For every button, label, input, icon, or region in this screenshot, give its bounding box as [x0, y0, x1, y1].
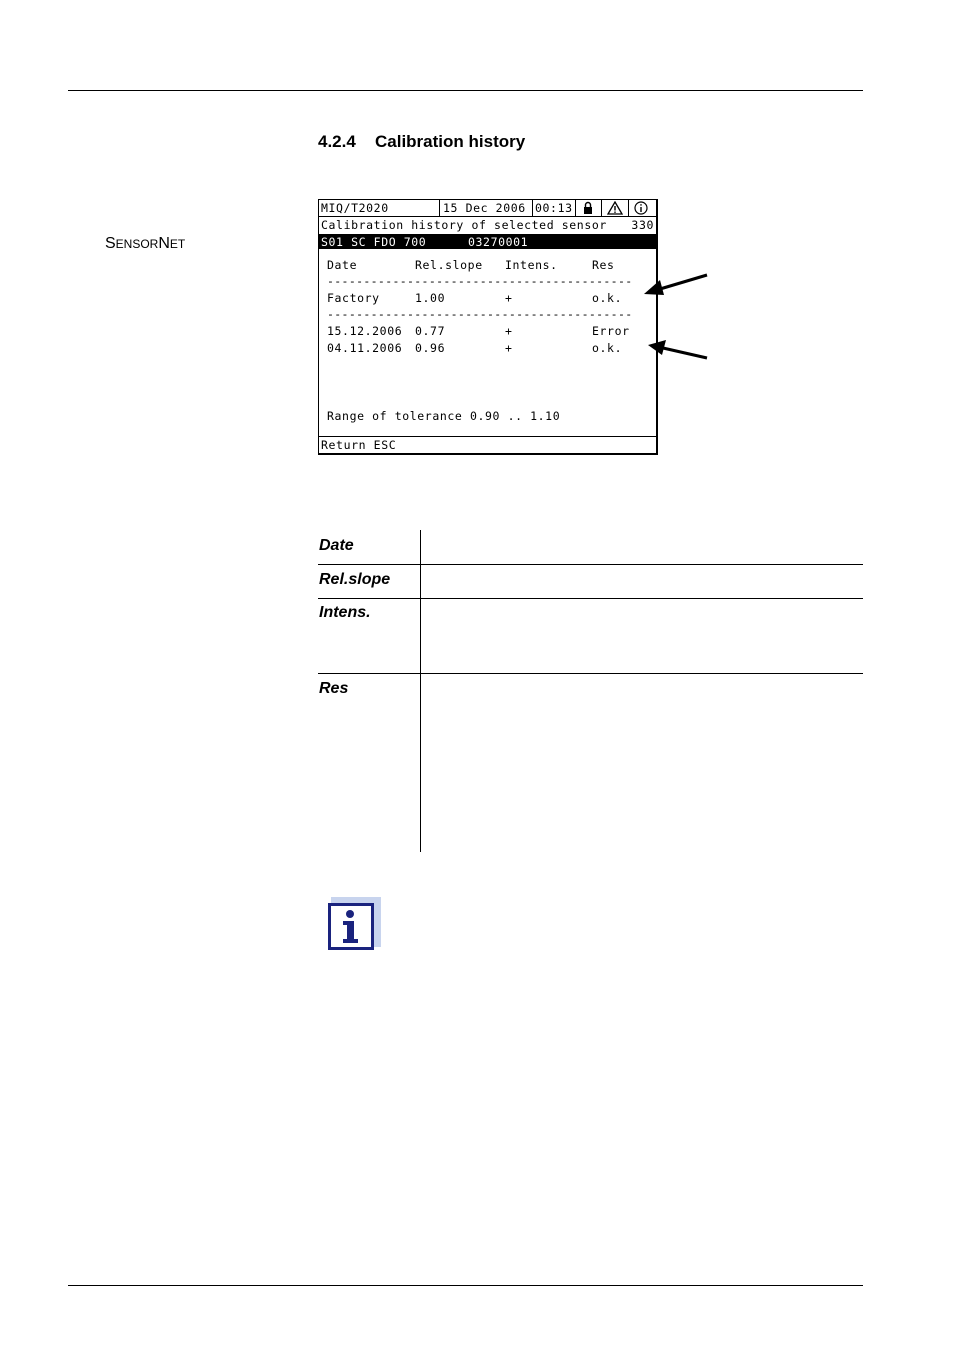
term-rel-slope: Rel.slope — [319, 571, 391, 588]
status-time: 00:13 — [535, 201, 573, 215]
col-header-res: Res — [592, 258, 615, 272]
sensor-bar — [319, 234, 656, 249]
lcd-title-text: Calibration history of selected sensor — [321, 218, 607, 232]
sensor-serial: 03270001 — [468, 235, 529, 249]
row1-intens: + — [505, 324, 513, 338]
term-date: Date — [319, 537, 354, 554]
return-esc-hint: Return ESC — [321, 438, 397, 452]
row1-res: Error — [592, 324, 630, 338]
term-intens: Intens. — [319, 604, 371, 621]
factory-rel-slope: 1.00 — [415, 291, 446, 305]
lcd-title — [321, 218, 654, 232]
footer-divider — [319, 436, 656, 437]
tolerance-range: Range of tolerance 0.90 .. 1.10 — [327, 409, 561, 423]
sensor-name: S01 SC FDO 700 — [321, 235, 427, 249]
col-header-intens: Intens. — [505, 258, 558, 272]
status-date: 15 Dec 2006 — [443, 201, 526, 215]
top-rule — [68, 90, 863, 91]
table-vertical-rule — [420, 530, 421, 852]
table-row-divider — [318, 598, 863, 599]
col-header-rel-slope: Rel.slope — [415, 258, 483, 272]
margin-label-sensornet: SENSORNET — [105, 235, 186, 252]
row1-rel-slope: 0.77 — [415, 324, 446, 338]
row2-rel-slope: 0.96 — [415, 341, 446, 355]
bottom-rule — [68, 1285, 863, 1286]
table-row-divider — [318, 673, 863, 674]
lcd-status-bar — [319, 200, 656, 217]
factory-res: o.k. — [592, 291, 623, 305]
row1-date: 15.12.2006 — [327, 324, 403, 338]
lcd-screen — [318, 199, 658, 455]
separator-line: ------------------------------------------ — [327, 307, 633, 321]
col-header-date: Date — [327, 258, 358, 272]
section-number: 4.2.4 — [318, 132, 356, 151]
info-icon — [634, 201, 648, 215]
arrow-icon — [645, 338, 710, 364]
table-row-divider — [318, 564, 863, 565]
arrow-icon — [640, 270, 710, 300]
info-box-icon — [328, 897, 381, 951]
warning-icon — [607, 201, 623, 215]
definitions-table — [318, 530, 863, 852]
section-heading — [318, 132, 525, 152]
factory-intens: + — [505, 291, 513, 305]
device-name: MIQ/T2020 — [321, 201, 389, 215]
section-title: Calibration history — [375, 132, 526, 151]
row2-intens: + — [505, 341, 513, 355]
term-res: Res — [319, 680, 349, 697]
row2-date: 04.11.2006 — [327, 341, 403, 355]
factory-date: Factory — [327, 291, 380, 305]
separator-line: ------------------------------------------ — [327, 274, 633, 288]
row2-res: o.k. — [592, 341, 623, 355]
screen-number: 330 — [631, 218, 654, 232]
lock-icon — [581, 201, 595, 215]
